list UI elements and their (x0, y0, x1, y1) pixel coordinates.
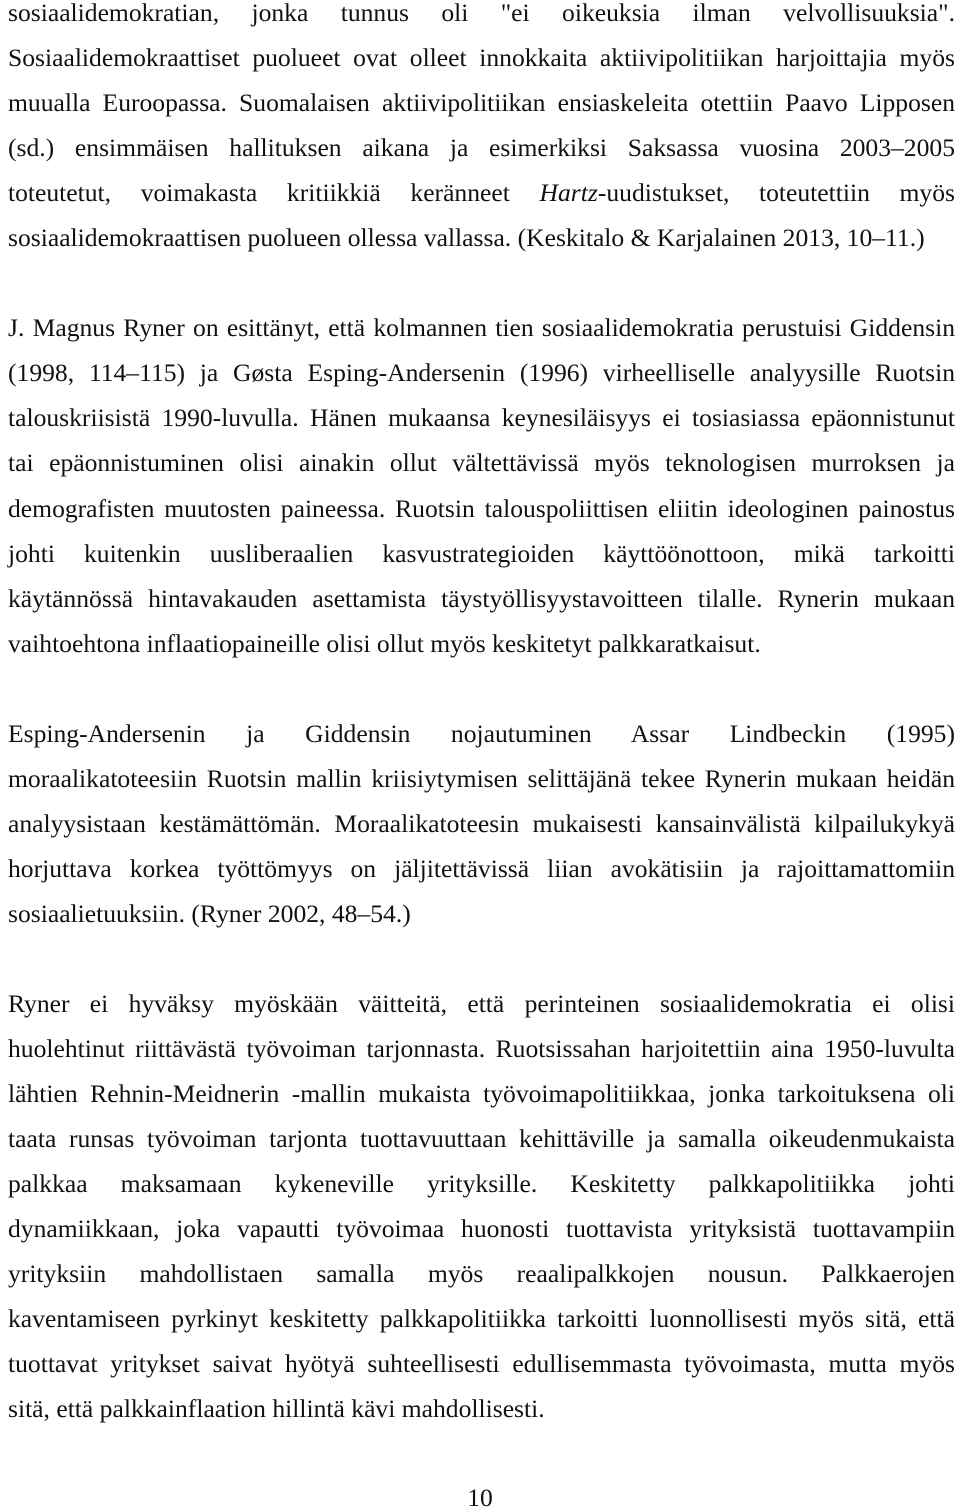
text-line: muualla Euroopassa. Suomalaisen aktiivipolitiikan ensiaskeleita otettiin Paavo Lipposen (8, 88, 955, 118)
text-line: huolehtinut riittävästä työvoiman tarjonnasta. Ruotsissahan harjoitettiin aina 1950-luvulta (8, 1034, 955, 1064)
paragraph (8, 981, 955, 1431)
text-line: sosiaalidemokratian, jonka tunnus oli "ei oikeuksia ilman velvollisuuksia". (8, 0, 955, 27)
text-segment: -uudistukset, toteutettiin myös (597, 178, 955, 208)
text-line: käytännössä hintavakauden asettamista täystyöllisyystavoitteen tilalle. Rynerin mukaan (8, 583, 955, 613)
text-line: sosiaalidemokraattisen puolueen ollessa vallassa. (Keskitalo & Karjalainen 2013, 10–11.) (8, 223, 925, 253)
text-line: (1998, 114–115) ja Gøsta Esping-Andersenin (1996) virheelliselle analyysille Ruotsin (8, 358, 955, 388)
text-line: moraalikatoteesiin Ruotsin mallin kriisiytymisen selittäjänä tekee Rynerin mukaan heidän (8, 763, 955, 793)
text-line: kaventamiseen pyrkinyt keskitetty palkkapolitiikka tarkoitti luonnollisesti myös sitä, että (8, 1304, 955, 1334)
text-line: palkkaa maksamaan kykeneville yrityksille. Keskitetty palkkapolitiikka johti (8, 1169, 955, 1199)
text-line: lähtien Rehnin-Meidnerin -mallin mukaista työvoimapolitiikkaa, jonka tarkoituksena oli (8, 1079, 955, 1109)
text-line: analyysistaan kestämättömän. Moraalikatoteesin mukaisesti kansainvälistä kilpailukykyä (8, 808, 955, 838)
document-body (8, 0, 955, 1477)
text-segment: toteutetut, voimakasta kritiikkiä keränneet (8, 178, 540, 208)
text-line: yrityksiin mahdollistaen samalla myös reaalipalkkojen nousun. Palkkaerojen (8, 1259, 955, 1289)
text-line (8, 170, 955, 215)
text-line: J. Magnus Ryner on esittänyt, että kolmannen tien sosiaalidemokratia perustuisi Giddensin (8, 313, 955, 343)
text-line: taata runsas työvoiman tarjonta tuottavuuttaan kehittäville ja samalla oikeudenmukaista (8, 1124, 955, 1154)
paragraph (8, 711, 955, 936)
text-line: talouskriisistä 1990-luvulla. Hänen mukaansa keynesiläisyys ei tosiasiassa epäonnistunut (8, 403, 955, 433)
text-line: sosiaalietuuksiin. (Ryner 2002, 48–54.) (8, 898, 411, 928)
text-line: johti kuitenkin uusliberaalien kasvustrategioiden käyttöönottoon, mikä tarkoitti (8, 538, 955, 568)
text-line: tai epäonnistuminen olisi ainakin ollut vältettävissä myös teknologisen murroksen ja (8, 448, 955, 478)
text-line: tuottavat yritykset saivat hyötyä suhteellisesti edullisemmasta työvoimasta, mutta myös (8, 1349, 955, 1379)
text-line: demografisten muutosten paineessa. Ruotsin talouspoliittisen eliitin ideologinen painostus (8, 493, 955, 523)
text-line: horjuttava korkea työttömyys on jäljitettävissä liian avokätisiin ja rajoittamattomiin (8, 853, 955, 883)
page-number: 10 (467, 1483, 493, 1512)
text-line: Sosiaalidemokraattiset puolueet ovat olleet innokkaita aktiivipolitiikan harjoittajia myös (8, 43, 955, 73)
italic-term: Hartz (539, 178, 598, 208)
text-line: vaihtoehtona inflaatiopaineille olisi ollut myös keskitetyt palkkaratkaisut. (8, 628, 761, 658)
text-line: (sd.) ensimmäisen hallituksen aikana ja esimerkiksi Saksassa vuosina 2003–2005 (8, 133, 955, 163)
text-line: sitä, että palkkainflaation hillintä kävi mahdollisesti. (8, 1394, 545, 1424)
text-line: dynamiikkaan, joka vapautti työvoimaa huonosti tuottavista yrityksistä tuottavampiin (8, 1214, 955, 1244)
paragraph (8, 0, 955, 260)
text-line: Ryner ei hyväksy myöskään väitteitä, että perinteinen sosiaalidemokratia ei olisi (8, 989, 955, 1019)
text-line: Esping-Andersenin ja Giddensin nojautuminen Assar Lindbeckin (1995) (8, 718, 955, 748)
paragraph (8, 305, 955, 665)
